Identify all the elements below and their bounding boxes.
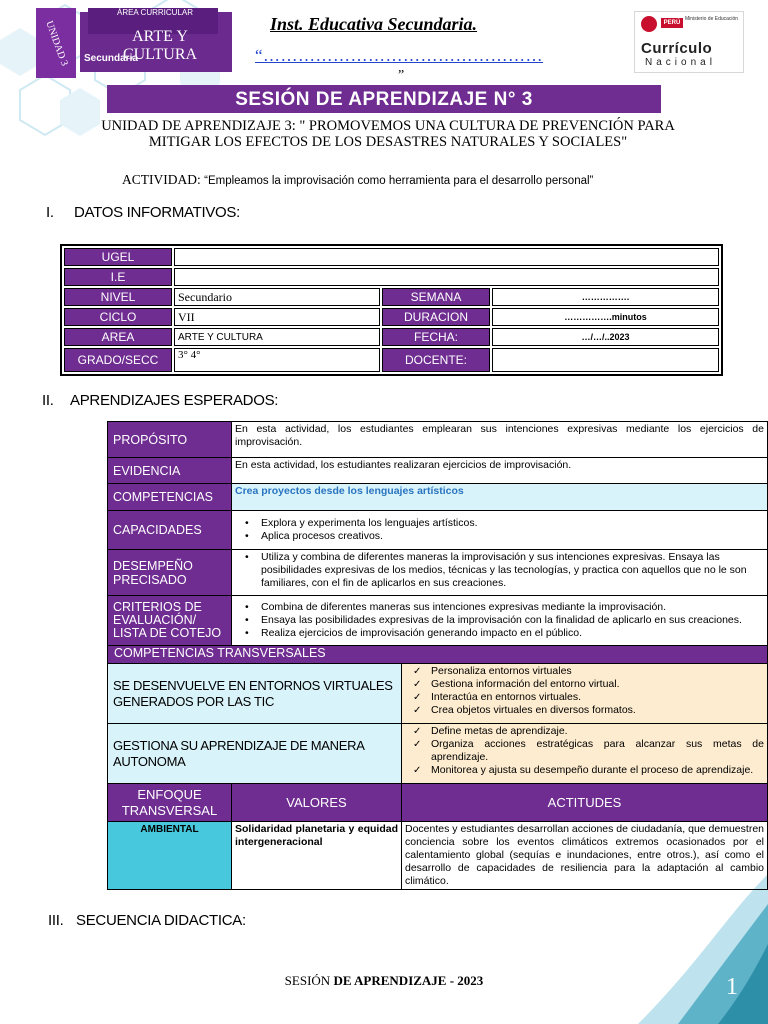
list-item: • Utiliza y combina de diferentes maneras la improvisación y sus intenciones expresivas. Ensaya las posibilidades expresivas de los medios, técnicas y las tecnologías, y practica con aquellos que no le son familiares, con el fin de aplicarlos en sus creaciones. bbox=[235, 551, 764, 590]
proposito-text: En esta actividad, los estudiantes emplearan sus intenciones expresivas mediante los ejercicios de improvisación. bbox=[232, 422, 768, 458]
actitudes-text: Docentes y estudiantes desarrollan acciones de ciudadanía, que demuestren conciencia sobre los eventos climáticos extremos ocasionados por el calentamiento global (sequías e inundaciones, entre otros.), así como el desarrollo de capacidades de resiliencia para la adaptación al cambio climático. bbox=[402, 822, 768, 890]
table-row bbox=[64, 308, 719, 326]
table-row bbox=[108, 484, 768, 511]
capacidades-cell bbox=[232, 511, 768, 550]
semana-label: SEMANA bbox=[382, 288, 490, 306]
corner-wave-decoration bbox=[578, 874, 768, 1024]
level-label: Secundaria bbox=[84, 53, 138, 64]
table-row bbox=[108, 664, 768, 724]
aprendizajes-table bbox=[107, 421, 768, 890]
table-row bbox=[108, 822, 768, 890]
nivel-value: Secundario bbox=[174, 288, 380, 306]
fecha-label: FECHA: bbox=[382, 328, 490, 346]
list-item: • Combina de diferentes maneras sus intenciones expresivas mediante la improvisación. bbox=[235, 601, 764, 614]
desempeno-label: DESEMPEÑO PRECISADO bbox=[108, 550, 232, 596]
list-item: ✓ Interactúa en entornos virtuales. bbox=[405, 691, 764, 704]
competencias-cell bbox=[232, 484, 768, 511]
ugel-value bbox=[174, 248, 719, 266]
desempeno-cell bbox=[232, 550, 768, 596]
section-title: DATOS INFORMATIVOS: bbox=[74, 204, 240, 221]
criterios-label: CRITERIOS DE EVALUACIÓN/ LISTA DE COTEJO bbox=[108, 596, 232, 646]
nivel-label: NIVEL bbox=[64, 288, 172, 306]
logo-name: Currículo bbox=[641, 40, 713, 57]
table-row bbox=[108, 646, 768, 664]
list-item: ✓ Personaliza entornos virtuales bbox=[405, 665, 764, 678]
ciclo-label: CICLO bbox=[64, 308, 172, 326]
section-datos-informativos bbox=[46, 204, 240, 221]
table-row bbox=[108, 724, 768, 784]
area-label: ÁREA CURRICULAR bbox=[116, 8, 193, 17]
section-aprendizajes bbox=[42, 392, 278, 409]
evidencia-label: EVIDENCIA bbox=[108, 458, 232, 484]
footer-bold: DE APRENDIZAJE - 2023 bbox=[333, 973, 484, 988]
table-row bbox=[108, 458, 768, 484]
area-name: ARTE Y CULTURA bbox=[122, 28, 198, 63]
session-title: SESIÓN DE APRENDIZAJE N° 3 bbox=[107, 85, 661, 113]
area-label-cell: AREA bbox=[64, 328, 172, 346]
ciclo-value: VII bbox=[174, 308, 380, 326]
criterios-cell bbox=[232, 596, 768, 646]
page-number: 1 bbox=[726, 974, 738, 1000]
list-item: ✓ Gestiona información del entorno virtual. bbox=[405, 678, 764, 691]
quote-placeholder: “………………………………………… bbox=[255, 46, 544, 65]
list-item: ✓ Monitorea y ajusta su desempeño durante el proceso de aprendizaje. bbox=[405, 764, 764, 777]
list-item: ✓ Define metas de aprendizaje. bbox=[405, 725, 764, 738]
table-row bbox=[64, 348, 719, 372]
section-number: I. bbox=[46, 204, 54, 221]
valores-head: VALORES bbox=[232, 784, 402, 822]
table-row bbox=[64, 328, 719, 346]
unit-description: UNIDAD DE APRENDIZAJE 3: " PROMOVEMOS UNA CULTURA DE PREVENCIÓN PARA MITIGAR LOS EFECTOS DE LOS DESASTRES NATURALES Y SOCIALES" bbox=[101, 118, 675, 150]
section-title: APRENDIZAJES ESPERADOS: bbox=[70, 392, 279, 409]
activity-label: ACTIVIDAD: bbox=[122, 172, 201, 187]
logo-peru: PERÚ bbox=[661, 18, 683, 28]
activity-line bbox=[122, 172, 682, 188]
list-item: • Explora y experimenta los lenguajes artísticos. bbox=[235, 517, 764, 530]
duracion-label: DURACION bbox=[382, 308, 490, 326]
competencias-label: COMPETENCIAS bbox=[108, 484, 232, 511]
proposito-label: PROPÓSITO bbox=[108, 422, 232, 458]
table-row bbox=[64, 268, 719, 286]
transversales-head: COMPETENCIAS TRANSVERSALES bbox=[108, 646, 768, 664]
ie-value bbox=[174, 268, 719, 286]
table-row bbox=[108, 784, 768, 822]
evidencia-text: En esta actividad, los estudiantes realizaran ejercicios de improvisación. bbox=[232, 458, 768, 484]
footer-prefix: SESIÓN bbox=[284, 973, 331, 988]
enfoque-head: ENFOQUE TRANSVERSAL bbox=[108, 784, 232, 822]
area-value: ARTE Y CULTURA bbox=[174, 328, 380, 346]
competencias-text: Crea proyectos desde los lenguajes artísticos bbox=[235, 485, 464, 497]
section-number: II. bbox=[42, 392, 54, 409]
list-item: ✓ Organiza acciones estratégicas para alcanzar sus metas de aprendizaje. bbox=[405, 738, 764, 764]
grado-label: GRADO/SECC bbox=[64, 348, 172, 372]
list-item: • Ensaya las posibilidades expresivas de la improvisación con la finalidad de aplicarlo en sus creaciones. bbox=[235, 614, 764, 627]
valores-text: Solidaridad planetaria y equidad intergeneracional bbox=[232, 822, 402, 890]
list-item: • Realiza ejercicios de improvisación generando impacto en el público. bbox=[235, 627, 764, 640]
shield-icon bbox=[641, 16, 657, 32]
quote-close: ” bbox=[398, 68, 405, 83]
duracion-value: …………….minutos bbox=[492, 308, 719, 326]
logo-ministry: Ministerio de Educación bbox=[685, 16, 739, 22]
info-table bbox=[60, 244, 723, 376]
docente-label: DOCENTE: bbox=[382, 348, 490, 372]
list-item: ✓ Crea objetos virtuales en diversos formatos. bbox=[405, 704, 764, 717]
section-title: SECUENCIA DIDACTICA: bbox=[76, 912, 246, 929]
capacidades-label: CAPACIDADES bbox=[108, 511, 232, 550]
table-row bbox=[108, 422, 768, 458]
semana-value: ……………. bbox=[492, 288, 719, 306]
autonoma-label: GESTIONA SU APRENDIZAJE DE MANERA AUTONOMA bbox=[108, 724, 402, 784]
list-item: • Aplica procesos creativos. bbox=[235, 530, 764, 543]
table-row bbox=[64, 248, 719, 266]
curriculo-nacional-logo bbox=[634, 11, 744, 73]
footer bbox=[0, 973, 768, 989]
table-row bbox=[64, 288, 719, 306]
ugel-label: UGEL bbox=[64, 248, 172, 266]
table-row bbox=[108, 550, 768, 596]
autonoma-cell bbox=[402, 724, 768, 784]
actitudes-head: ACTITUDES bbox=[402, 784, 768, 822]
logo-subname: Nacional bbox=[645, 57, 716, 68]
section-number: III. bbox=[48, 912, 64, 929]
grado-value: 3° 4° bbox=[174, 348, 380, 372]
section-secuencia bbox=[48, 912, 246, 929]
docente-value bbox=[492, 348, 719, 372]
tic-cell bbox=[402, 664, 768, 724]
unit-tag: UNIDAD 3 bbox=[36, 8, 76, 78]
tic-label: SE DESENVUELVE EN ENTORNOS VIRTUALES GENERADOS POR LAS TIC bbox=[108, 664, 402, 724]
ie-label: I.E bbox=[64, 268, 172, 286]
institution-title: Inst. Educativa Secundaria. bbox=[270, 14, 478, 34]
table-row bbox=[108, 511, 768, 550]
activity-text: “Empleamos la improvisación como herramienta para el desarrollo personal” bbox=[204, 175, 594, 187]
fecha-value: …/…/..2023 bbox=[492, 328, 719, 346]
enfoque-name: AMBIENTAL bbox=[108, 822, 232, 890]
table-row bbox=[108, 596, 768, 646]
